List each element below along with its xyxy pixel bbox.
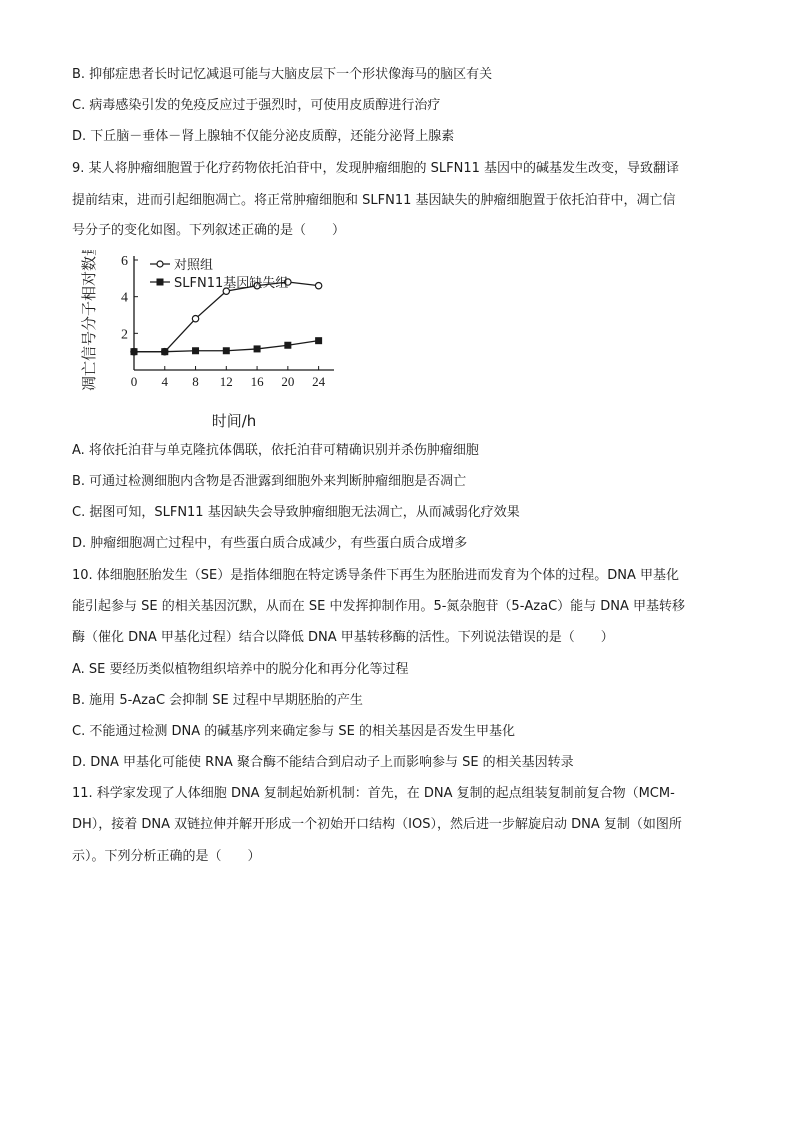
legend-label-control: 对照组 xyxy=(174,258,214,273)
data-point-knockout xyxy=(161,348,168,355)
legend-marker-knockout xyxy=(157,279,164,286)
text-line: 示）。下列分析正确的是（ ） xyxy=(72,849,261,864)
text-line: 9. 某人将肿瘤细胞置于化疗药物依托泊苷中，发现肿瘤细胞的 SLFN11 基因中的碱基发生改变，导致翻译 xyxy=(72,161,680,176)
chart-svg xyxy=(72,250,362,440)
data-point-knockout xyxy=(254,345,261,352)
text-line: D. DNA 甲基化可能使 RNA 聚合酶不能结合到启动子上而影响参与 SE 的相关基因转录 xyxy=(72,755,574,770)
data-point-control xyxy=(315,282,321,288)
x-tick-label: 20 xyxy=(281,374,295,389)
text-line: C. 据图可知，SLFN11 基因缺失会导致肿瘤细胞无法凋亡，从而减弱化疗效果 xyxy=(72,505,520,520)
y-tick-label: 4 xyxy=(121,290,128,306)
x-tick-label: 24 xyxy=(312,374,326,389)
x-tick-label: 16 xyxy=(250,374,264,389)
text-line: DH），接着 DNA 双链拉伸并解开形成一个初始开口结构（IOS），然后进一步解旋启动 DNA 复制（如图所 xyxy=(72,817,682,832)
text-line: C. 病毒感染引发的免疫反应过于强烈时，可使用皮质醇进行治疗 xyxy=(72,98,441,113)
legend-label-knockout: SLFN11基因缺失组 xyxy=(174,276,289,291)
x-axis-title: 时间/h xyxy=(211,412,257,430)
data-point-control xyxy=(192,315,198,321)
text-line: A. 将依托泊苷与单克隆抗体偶联，依托泊苷可精确识别并杀伤肿瘤细胞 xyxy=(72,443,479,458)
text-line: C. 不能通过检测 DNA 的碱基序列来确定参与 SE 的相关基因是否发生甲基化 xyxy=(72,724,515,739)
y-tick-label: 6 xyxy=(121,254,128,269)
data-point-knockout xyxy=(284,342,291,349)
x-tick-label: 12 xyxy=(219,374,233,389)
y-tick-label: 2 xyxy=(121,327,128,343)
x-tick-label: 0 xyxy=(130,374,138,389)
legend-marker-control xyxy=(157,261,163,267)
text-line: B. 可通过检测细胞内含物是否泄露到细胞外来判断肿瘤细胞是否凋亡 xyxy=(72,474,467,489)
text-line: A. SE 要经历类似植物组织培养中的脱分化和再分化等过程 xyxy=(72,662,409,677)
data-point-knockout xyxy=(131,348,138,355)
text-line: D. 肿瘤细胞凋亡过程中，有些蛋白质合成减少，有些蛋白质合成增多 xyxy=(72,536,468,551)
text-line: 能引起参与 SE 的相关基因沉默，从而在 SE 中发挥抑制作用。5-氮杂胞苷（5-AzaC）能与 DNA 甲基转移 xyxy=(72,599,686,614)
apoptosis-chart xyxy=(72,250,362,440)
data-point-knockout xyxy=(315,337,322,344)
text-line: 号分子的变化如图。下列叙述正确的是（ ） xyxy=(72,223,346,238)
text-line: B. 施用 5-AzaC 会抑制 SE 过程中早期胚胎的产生 xyxy=(72,693,363,708)
data-point-knockout xyxy=(192,347,199,354)
text-line: 提前结束，进而引起细胞凋亡。将正常肿瘤细胞和 SLFN11 基因缺失的肿瘤细胞置于依托泊苷中，凋亡信 xyxy=(72,193,676,208)
data-point-knockout xyxy=(223,347,230,354)
text-line: 酶（催化 DNA 甲基化过程）结合以降低 DNA 甲基转移酶的活性。下列说法错误的是（ ） xyxy=(72,630,614,645)
y-axis-title: 凋亡信号分子相对数量 xyxy=(80,250,98,392)
text-line: 11. 科学家发现了人体细胞 DNA 复制起始新机制：首先，在 DNA 复制的起点组装复制前复合物（MCM- xyxy=(72,786,675,801)
text-line: 10. 体细胞胚胎发生（SE）是指体细胞在特定诱导条件下再生为胚胎进而发育为个体的过程。DNA 甲基化 xyxy=(72,568,680,583)
x-tick-label: 4 xyxy=(161,374,169,389)
x-tick-label: 8 xyxy=(192,374,199,389)
text-line: D. 下丘脑－垂体－肾上腺轴不仅能分泌皮质醇，还能分泌肾上腺素 xyxy=(72,129,455,144)
text-line: B. 抑郁症患者长时记忆减退可能与大脑皮层下一个形状像海马的脑区有关 xyxy=(72,67,493,82)
